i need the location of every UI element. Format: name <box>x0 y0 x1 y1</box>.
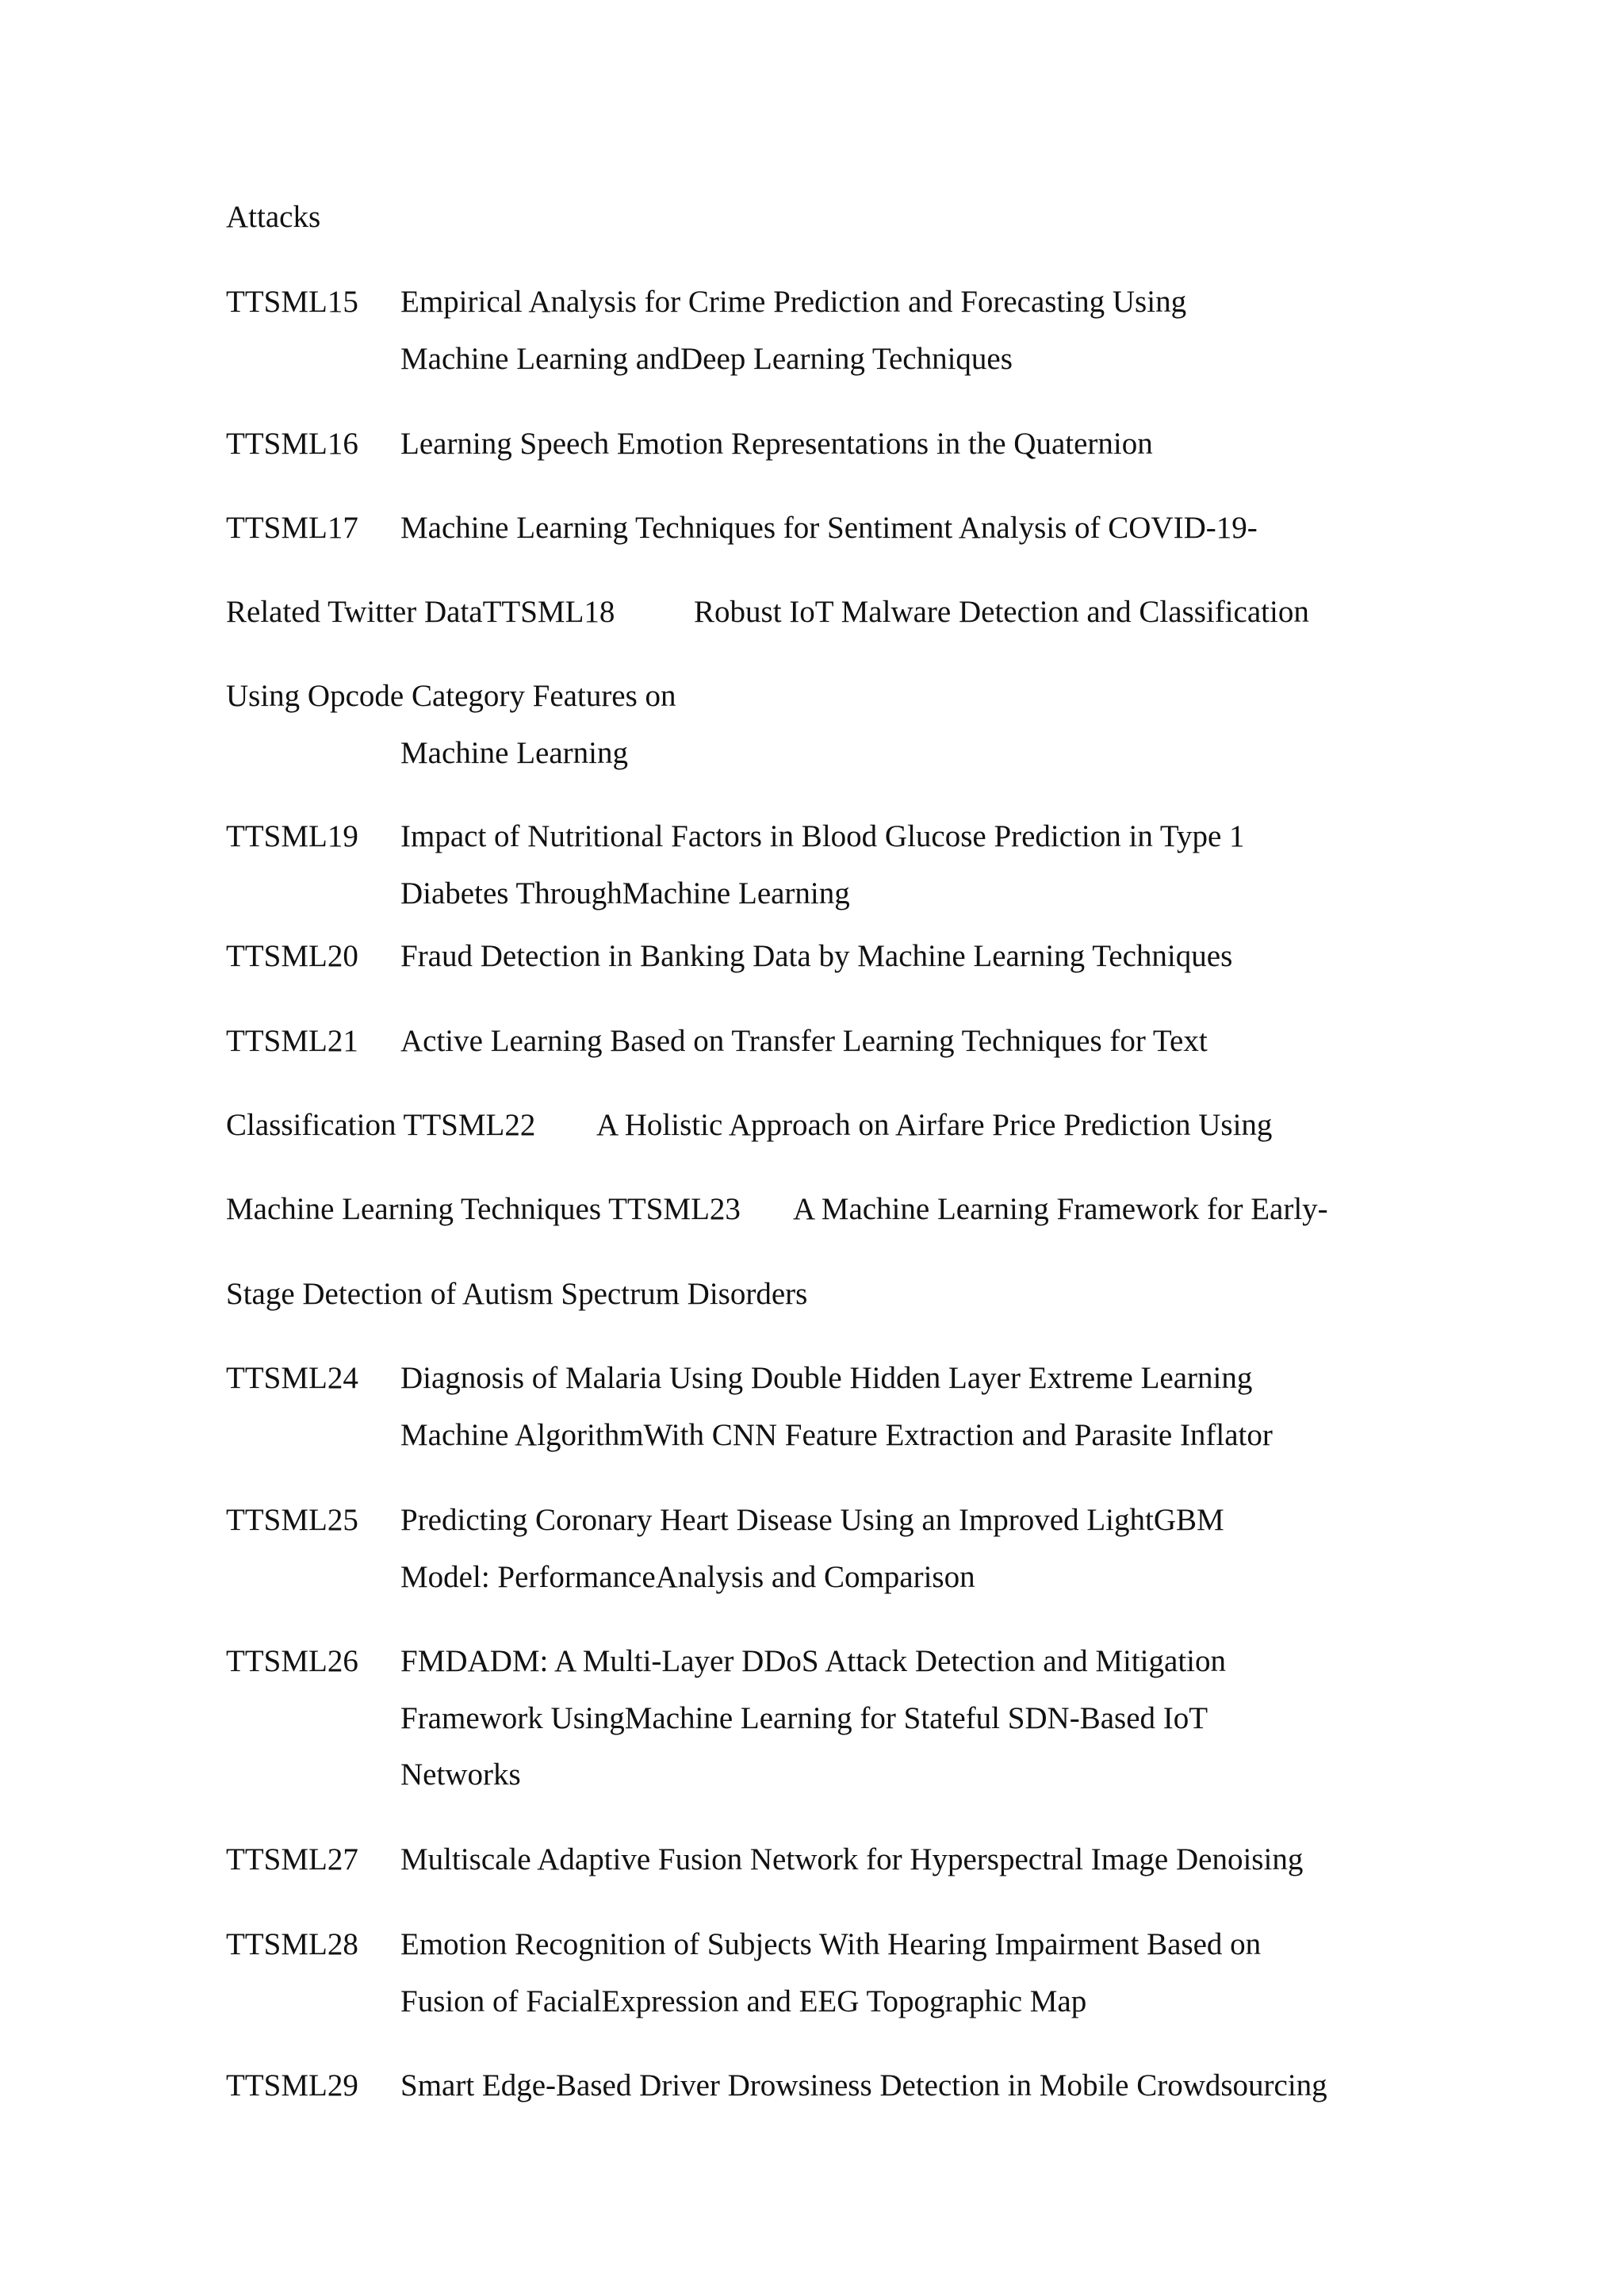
entry-title: Robust IoT Malware Detection and Classification <box>694 595 1309 629</box>
entry-code: TTSML21 <box>226 1024 358 1058</box>
entry-title-continuation: Machine AlgorithmWith CNN Feature Extraction and Parasite Inflator <box>400 1418 1273 1452</box>
entry-title-continuation: Machine Learning andDeep Learning Techniques <box>400 342 1013 376</box>
entry-title: Multiscale Adaptive Fusion Network for Hyperspectral Image Denoising <box>400 1842 1304 1876</box>
text-line: Attacks <box>226 200 321 234</box>
entry-title: Smart Edge-Based Driver Drowsiness Detection in Mobile Crowdsourcing <box>400 2068 1327 2102</box>
text-line: Related Twitter DataTTSML18 <box>226 595 615 629</box>
entry-title: A Holistic Approach on Airfare Price Prediction Using <box>596 1108 1273 1142</box>
text-line: Classification TTSML22 <box>226 1108 536 1142</box>
entry-code: TTSML28 <box>226 1927 358 1961</box>
entry-title: Machine Learning Techniques for Sentiment Analysis of COVID-19- <box>400 511 1258 545</box>
entry-title: A Machine Learning Framework for Early- <box>793 1192 1328 1226</box>
entry-title: FMDADM: A Multi-Layer DDoS Attack Detection and Mitigation <box>400 1644 1226 1678</box>
entry-title-continuation: Machine Learning <box>400 736 628 770</box>
text-line: Machine Learning Techniques TTSML23 <box>226 1192 741 1226</box>
entry-code: TTSML25 <box>226 1503 358 1537</box>
entry-code: TTSML17 <box>226 511 358 545</box>
entry-title: Impact of Nutritional Factors in Blood Glucose Prediction in Type 1 <box>400 819 1245 853</box>
entry-code: TTSML15 <box>226 285 358 319</box>
entry-title: Diagnosis of Malaria Using Double Hidden Layer Extreme Learning <box>400 1361 1253 1395</box>
entry-title-continuation: Diabetes ThroughMachine Learning <box>400 876 850 910</box>
entry-code: TTSML24 <box>226 1361 358 1395</box>
entry-title: Emotion Recognition of Subjects With Hearing Impairment Based on <box>400 1927 1262 1961</box>
entry-title-continuation: Model: PerformanceAnalysis and Comparison <box>400 1560 975 1594</box>
entry-title: Active Learning Based on Transfer Learning Techniques for Text <box>400 1024 1208 1058</box>
entry-title-continuation: Fusion of FacialExpression and EEG Topographic Map <box>400 1984 1087 2018</box>
entry-title: Empirical Analysis for Crime Prediction and Forecasting Using <box>400 285 1187 319</box>
entry-title: Predicting Coronary Heart Disease Using an Improved LightGBM <box>400 1503 1224 1537</box>
entry-code: TTSML29 <box>226 2068 358 2102</box>
text-line: Stage Detection of Autism Spectrum Disorders <box>226 1277 808 1311</box>
entry-title-continuation: Networks <box>400 1757 521 1792</box>
entry-code: TTSML16 <box>226 427 358 461</box>
text-line: Using Opcode Category Features on <box>226 679 676 713</box>
entry-code: TTSML27 <box>226 1842 358 1876</box>
entry-code: TTSML26 <box>226 1644 358 1678</box>
entry-code: TTSML19 <box>226 819 358 853</box>
entry-code: TTSML20 <box>226 939 358 973</box>
entry-title-continuation: Framework UsingMachine Learning for Stateful SDN-Based IoT <box>400 1701 1208 1735</box>
entry-title: Fraud Detection in Banking Data by Machine Learning Techniques <box>400 939 1233 973</box>
entry-title: Learning Speech Emotion Representations in the Quaternion <box>400 427 1153 461</box>
